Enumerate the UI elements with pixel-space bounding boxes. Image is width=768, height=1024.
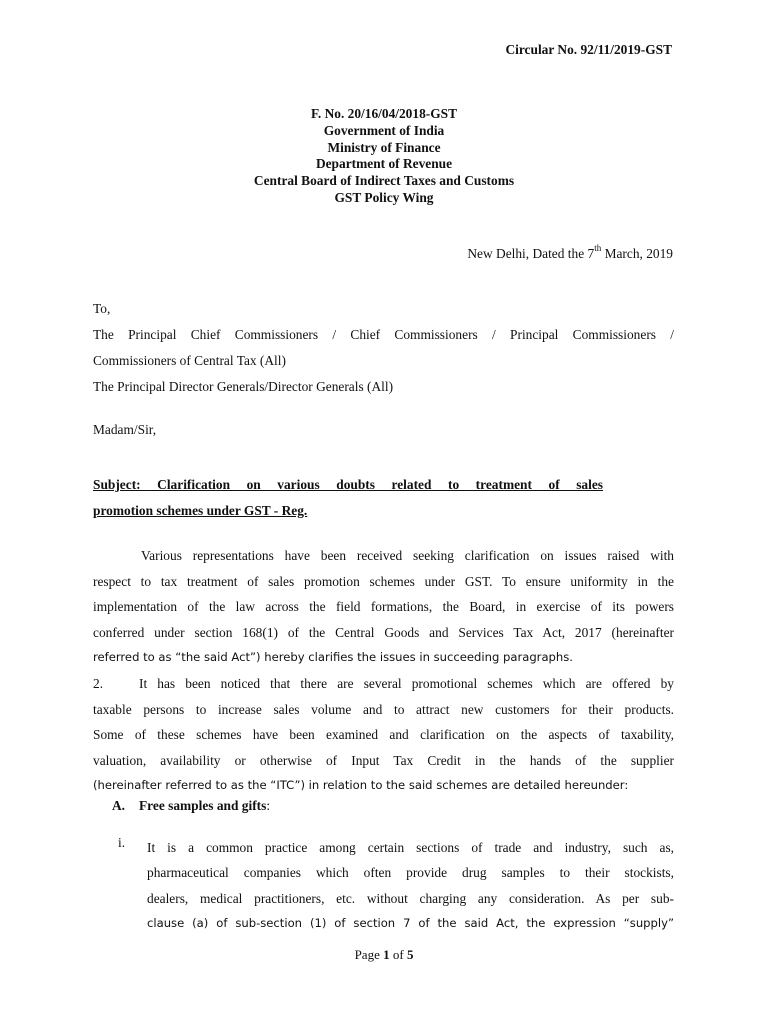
para2-number: 2.	[93, 676, 104, 691]
addressee-block	[93, 296, 674, 400]
date-prefix: New Delhi, Dated the 7	[467, 246, 595, 261]
footer-of-word: of	[392, 947, 404, 962]
wing-line: GST Policy Wing	[334, 189, 434, 205]
subject-block	[93, 472, 603, 523]
addressee-line-3: The Principal Director Generals/Director Generals (All)	[93, 379, 394, 394]
para2-line-5: (hereinafter referred to as the “ITC”) in relation to the said schemes are detailed hereunder:	[93, 778, 629, 793]
para1-line-1: Various representations have been received seeking clarification on issues raised with	[141, 548, 674, 563]
date-line	[467, 243, 673, 262]
item-i-line-4: clause (a) of sub-section (1) of section 7 of the said Act, the expression “supply”	[147, 916, 674, 931]
para2-line-1	[93, 671, 674, 697]
page-footer	[0, 947, 768, 963]
addressee-line-1: The Principal Chief Commissioners / Chief Commissioners / Principal Commissioners /	[93, 327, 674, 342]
item-i-line-3: dealers, medical practitioners, etc. without charging any consideration. As per sub-	[147, 890, 674, 906]
item-i-line-2: pharmaceutical companies which often provide drug samples to their stockists,	[147, 865, 674, 881]
government-line: Government of India	[323, 122, 445, 138]
item-i-line-1: It is a common practice among certain sections of trade and industry, such as,	[147, 840, 674, 855]
file-number: F. No. 20/16/04/2018-GST	[310, 106, 458, 121]
footer-page-word: Page	[354, 947, 380, 962]
subject-line-2: promotion schemes under GST - Reg.	[93, 502, 308, 518]
circular-number: Circular No. 92/11/2019-GST	[505, 42, 672, 57]
para1-line-5: referred to as “the said Act”) hereby clarifies the issues in succeeding paragraphs.	[93, 650, 573, 665]
para1-line-2: respect to tax treatment of sales promotion schemes under GST. To ensure uniformity in the	[93, 573, 674, 589]
para2-line-3: Some of these schemes have been examined and clarification on the aspects of taxability,	[93, 727, 674, 743]
salutation: Madam/Sir,	[93, 422, 157, 437]
department-line: Department of Revenue	[315, 156, 453, 172]
item-i-text	[147, 835, 674, 937]
ministry-line: Ministry of Finance	[327, 139, 441, 155]
footer-page-number: 1	[383, 947, 390, 962]
subject-line-1: Subject: Clarification on various doubts related to treatment of sales	[93, 477, 603, 492]
para2-line-1-text: It has been noticed that there are several promotional schemes which are offered by	[139, 676, 674, 691]
para1-line-4: conferred under section 168(1) of the Central Goods and Services Tax Act, 2017 (hereinafter	[93, 624, 674, 640]
section-a-label: A.	[112, 798, 126, 813]
to-line: To,	[93, 301, 111, 316]
paragraph-1	[93, 543, 674, 671]
date-ordinal-suffix: th	[594, 243, 602, 253]
addressee-line-2: Commissioners of Central Tax (All)	[93, 353, 286, 368]
para1-line-3: implementation of the law across the field formations, the Board, in exercise of its powers	[93, 599, 674, 615]
paragraph-2	[93, 671, 674, 799]
section-a-colon: :	[266, 798, 271, 813]
footer-page-total: 5	[406, 947, 414, 962]
para2-line-2: taxable persons to increase sales volume and to attract new customers for their products.	[93, 701, 674, 717]
para2-line-4: valuation, availability or otherwise of Input Tax Credit in the hands of the supplier	[93, 752, 674, 768]
section-a-title: Free samples and gifts	[139, 798, 267, 813]
board-line: Central Board of Indirect Taxes and Customs	[253, 173, 515, 189]
item-i-number: i.	[118, 835, 126, 850]
date-rest: March, 2019	[601, 246, 673, 261]
section-a-heading	[112, 798, 270, 814]
document-header	[0, 106, 768, 207]
